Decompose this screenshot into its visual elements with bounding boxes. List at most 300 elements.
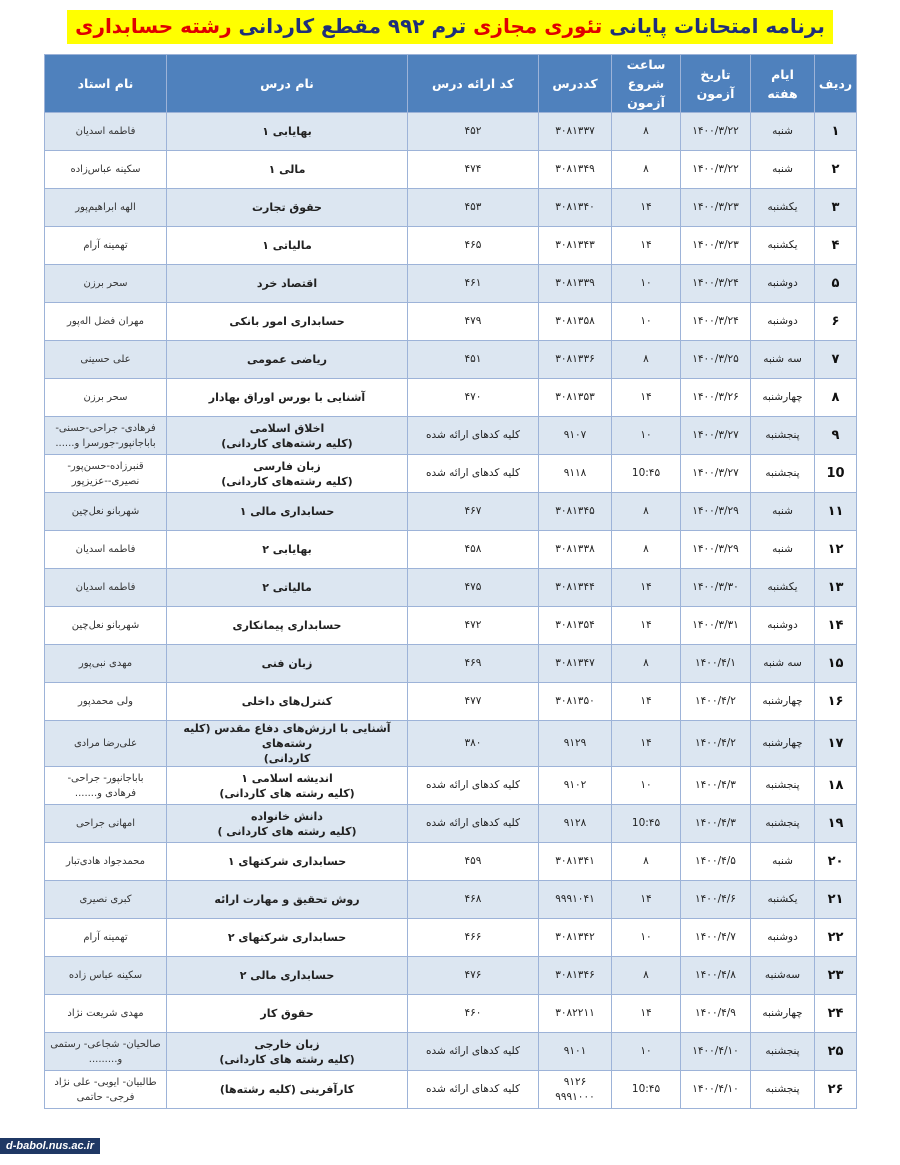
- day-cell-line: پنجشنبه: [765, 779, 800, 791]
- teacher-name-cell-line: امهانی جراحی: [75, 818, 136, 829]
- course-code-cell: [539, 881, 612, 919]
- time-cell-line: 10:۴۵: [631, 1083, 661, 1095]
- teacher-name-cell-line: سحر برزن: [83, 392, 128, 403]
- table-row: [45, 1033, 857, 1071]
- row-number-cell-line: ۲۳: [827, 968, 844, 983]
- course-name-cell-line-2: (کلیه رشته‌های کاردانی): [221, 436, 353, 450]
- course-name-cell-line-2: (کلیه رشته های کاردانی ): [217, 824, 357, 838]
- date-cell-line: ۱۴۰۰/۳/۲۷: [692, 429, 739, 441]
- offer-code-cell: [408, 607, 539, 645]
- time-cell: [612, 493, 681, 531]
- offer-code-cell: [408, 881, 539, 919]
- time-cell: [612, 843, 681, 881]
- course-code-cell-line: ۳۰۸۱۳۴۶: [555, 969, 595, 981]
- day-cell-line: سه‌شنبه: [764, 969, 801, 981]
- row-number-cell-line: ۱۳: [827, 580, 844, 595]
- day-cell-line: یکشنبه: [767, 581, 798, 593]
- date-cell-line: ۱۴۰۰/۴/۱: [695, 657, 736, 669]
- course-name-cell-line: حسابداری مالی ۲: [239, 969, 335, 982]
- course-code-cell-line-2: ۹۹۹۱۰۰۰: [555, 1090, 595, 1103]
- course-name-cell: [167, 843, 408, 881]
- teacher-name-cell-line: صالحیان- شجاعی- رستمی: [50, 1038, 161, 1050]
- date-cell-line: ۱۴۰۰/۳/۲۴: [692, 277, 739, 289]
- header-row: [45, 55, 857, 113]
- teacher-name-cell: [45, 493, 167, 531]
- teacher-name-cell-line: شهربانو نعل‌چین: [71, 506, 140, 517]
- offer-code-cell: [408, 227, 539, 265]
- teacher-name-cell: [45, 843, 167, 881]
- row-number-cell-line: ۲۲: [827, 930, 844, 945]
- date-cell: [681, 455, 751, 493]
- teacher-name-cell-line: طالبیان- ایوبی- علی نژاد: [54, 1076, 157, 1088]
- day-cell: [751, 189, 815, 227]
- row-number-cell: [815, 341, 857, 379]
- course-name-cell-line: اندیشه اسلامی ۱: [241, 771, 333, 785]
- time-cell-line: ۱۴: [640, 695, 652, 707]
- course-code-cell-line: ۳۰۸۱۳۴۷: [555, 657, 595, 669]
- day-cell-line: چهارشنبه: [762, 737, 803, 749]
- day-cell-line: یکشنبه: [767, 893, 798, 905]
- day-cell: [751, 569, 815, 607]
- course-code-cell: [539, 189, 612, 227]
- offer-code-cell: [408, 265, 539, 303]
- date-cell: [681, 721, 751, 767]
- teacher-name-cell-line: مهدی شریعت نژاد: [67, 1008, 144, 1019]
- date-cell-line: ۱۴۰۰/۴/۱۰: [692, 1045, 739, 1057]
- date-cell: [681, 265, 751, 303]
- offer-code-cell: [408, 805, 539, 843]
- header-row-number: ردیف: [815, 55, 857, 113]
- course-name-cell-line-2: کاردانی): [263, 752, 311, 765]
- date-cell-line: ۱۴۰۰/۴/۵: [695, 855, 736, 867]
- offer-code-cell-line: ۴۶۸: [464, 893, 482, 905]
- offer-code-cell-line: ۴۶۶: [464, 931, 482, 943]
- day-cell: [751, 843, 815, 881]
- day-cell: [751, 645, 815, 683]
- row-number-cell-line: ۲۵: [827, 1044, 844, 1059]
- day-cell: [751, 493, 815, 531]
- time-cell: [612, 379, 681, 417]
- row-number-cell: [815, 607, 857, 645]
- day-cell-line: شنبه: [772, 543, 793, 555]
- row-number-cell: [815, 455, 857, 493]
- offer-code-cell: [408, 493, 539, 531]
- course-code-cell-line: ۹۱۲۶: [563, 1075, 587, 1088]
- offer-code-cell: [408, 957, 539, 995]
- course-code-cell: [539, 995, 612, 1033]
- time-cell-line: ۸: [643, 855, 649, 867]
- course-name-cell-line: حقوق تجارت: [252, 201, 322, 214]
- row-number-cell: [815, 569, 857, 607]
- time-cell: [612, 995, 681, 1033]
- table-row: [45, 265, 857, 303]
- course-code-cell: [539, 683, 612, 721]
- teacher-name-cell-line-2: و.........: [88, 1053, 123, 1065]
- course-code-cell: [539, 265, 612, 303]
- day-cell-line: پنجشنبه: [765, 429, 800, 441]
- date-cell: [681, 607, 751, 645]
- course-code-cell: [539, 341, 612, 379]
- course-name-cell-line: زبان فنی: [261, 657, 313, 670]
- course-name-cell: [167, 919, 408, 957]
- offer-code-cell-line: ۴۶۵: [464, 239, 482, 251]
- row-number-cell-line: ۷: [831, 352, 840, 367]
- date-cell: [681, 113, 751, 151]
- offer-code-cell-line: کلیه کدهای ارائه شده: [425, 1045, 521, 1057]
- table-row: [45, 493, 857, 531]
- time-cell-line: 10:۴۵: [631, 467, 661, 479]
- course-code-cell-line: ۳۰۸۱۳۴۵: [555, 505, 595, 517]
- teacher-name-cell-line: فاطمه اسدیان: [75, 544, 136, 555]
- row-number-cell-line: 10: [826, 466, 845, 481]
- table-row: [45, 531, 857, 569]
- time-cell-line: ۱۴: [640, 201, 652, 213]
- course-name-cell-line: بهایابی ۲: [262, 543, 312, 556]
- offer-code-cell: [408, 417, 539, 455]
- row-number-cell: [815, 767, 857, 805]
- date-cell: [681, 919, 751, 957]
- offer-code-cell: [408, 995, 539, 1033]
- course-name-cell-line: حسابداری پیمانکاری: [232, 619, 342, 632]
- time-cell: [612, 341, 681, 379]
- table-row: [45, 151, 857, 189]
- course-code-cell-line: ۹۱۰۷: [563, 429, 587, 441]
- offer-code-cell: [408, 151, 539, 189]
- row-number-cell: [815, 919, 857, 957]
- offer-code-cell-line: ۴۵۹: [464, 855, 482, 867]
- course-code-cell-line: ۹۹۹۱۰۴۱: [555, 893, 595, 905]
- course-name-cell-line-2: (کلیه رشته های کاردانی): [219, 786, 355, 800]
- date-cell-line: ۱۴۰۰/۳/۲۵: [692, 353, 739, 365]
- teacher-name-cell-line: مهران فضل اله‌پور: [67, 316, 144, 327]
- course-name-cell: [167, 957, 408, 995]
- offer-code-cell: [408, 379, 539, 417]
- time-cell-line: 10:۴۵: [631, 817, 661, 829]
- course-name-cell: [167, 683, 408, 721]
- course-code-cell: [539, 151, 612, 189]
- day-cell-line: دوشنبه: [767, 277, 798, 289]
- row-number-cell-line: ۲: [831, 162, 840, 177]
- offer-code-cell-line: ۴۵۳: [464, 201, 482, 213]
- course-code-cell: [539, 607, 612, 645]
- day-cell-line: سه شنبه: [763, 353, 802, 365]
- row-number-cell: [815, 805, 857, 843]
- course-code-cell-line: ۳۰۸۱۳۳۸: [555, 543, 595, 555]
- teacher-name-cell: [45, 721, 167, 767]
- date-cell: [681, 1071, 751, 1109]
- course-code-cell: [539, 227, 612, 265]
- time-cell-line: ۸: [643, 505, 649, 517]
- table-row: [45, 919, 857, 957]
- course-code-cell: [539, 455, 612, 493]
- teacher-name-cell: [45, 919, 167, 957]
- course-code-cell: [539, 379, 612, 417]
- offer-code-cell: [408, 1033, 539, 1071]
- teacher-name-cell: [45, 569, 167, 607]
- course-code-cell-line: ۳۰۸۱۳۴۳: [555, 239, 595, 251]
- teacher-name-cell: [45, 995, 167, 1033]
- course-name-cell-line: زبان فارسی: [253, 459, 321, 473]
- table-row: [45, 995, 857, 1033]
- time-cell-line: ۱۰: [640, 429, 652, 441]
- date-cell: [681, 569, 751, 607]
- course-code-cell: [539, 919, 612, 957]
- day-cell: [751, 957, 815, 995]
- course-code-cell: [539, 721, 612, 767]
- teacher-name-cell-line: محمدجواد هادی‌تبار: [66, 856, 145, 867]
- date-cell-line: ۱۴۰۰/۴/۸: [695, 969, 736, 981]
- teacher-name-cell-line-2: فرهادی و.......: [74, 787, 137, 799]
- course-name-cell: [167, 303, 408, 341]
- course-name-cell-line: حسابداری شرکتهای ۲: [227, 931, 347, 944]
- course-name-cell: [167, 151, 408, 189]
- time-cell-line: ۸: [643, 163, 649, 175]
- course-name-cell-line-2: (کلیه رشته‌های کاردانی): [221, 474, 353, 488]
- time-cell: [612, 607, 681, 645]
- day-cell: [751, 341, 815, 379]
- day-cell-line: دوشنبه: [767, 315, 798, 327]
- offer-code-cell-line: ۴۵۱: [464, 353, 482, 365]
- time-cell: [612, 767, 681, 805]
- course-name-cell-line: حسابداری مالی ۱: [239, 505, 335, 518]
- table-row: [45, 379, 857, 417]
- offer-code-cell: [408, 843, 539, 881]
- table-row: [45, 721, 857, 767]
- title-part-3: ترم ۹۹۲ مقطع کاردانی: [231, 14, 474, 38]
- day-cell: [751, 607, 815, 645]
- row-number-cell-line: ۲۱: [827, 892, 844, 907]
- date-cell: [681, 417, 751, 455]
- course-name-cell: [167, 721, 408, 767]
- time-cell-line: ۱۰: [640, 779, 652, 791]
- offer-code-cell: [408, 455, 539, 493]
- offer-code-cell: [408, 569, 539, 607]
- time-cell: [612, 721, 681, 767]
- row-number-cell: [815, 843, 857, 881]
- row-number-cell: [815, 995, 857, 1033]
- day-cell: [751, 151, 815, 189]
- day-cell-line: پنجشنبه: [765, 1083, 800, 1095]
- date-cell: [681, 805, 751, 843]
- course-name-cell-line: مالیاتی ۲: [262, 581, 312, 594]
- table-row: [45, 569, 857, 607]
- row-number-cell-line: ۱۵: [827, 656, 844, 671]
- day-cell: [751, 1071, 815, 1109]
- time-cell-line: ۸: [643, 125, 649, 137]
- course-name-cell-line: بهایابی ۱: [262, 125, 312, 138]
- teacher-name-cell: [45, 455, 167, 493]
- course-code-cell-line: ۹۱۲۹: [563, 737, 587, 749]
- time-cell: [612, 417, 681, 455]
- course-code-cell-line: ۳۰۸۱۳۴۱: [555, 855, 595, 867]
- date-cell-line: ۱۴۰۰/۴/۳: [695, 779, 736, 791]
- course-name-cell: [167, 455, 408, 493]
- date-cell-line: ۱۴۰۰/۴/۷: [695, 931, 736, 943]
- row-number-cell: [815, 1033, 857, 1071]
- course-name-cell-line-2: (کلیه رشته های کاردانی): [219, 1052, 355, 1066]
- course-name-cell: [167, 645, 408, 683]
- course-code-cell: [539, 417, 612, 455]
- offer-code-cell-line: کلیه کدهای ارائه شده: [425, 817, 521, 829]
- day-cell-line: شنبه: [772, 855, 793, 867]
- date-cell: [681, 189, 751, 227]
- day-cell-line: پنجشنبه: [765, 817, 800, 829]
- teacher-name-cell-line: علی حسینی: [80, 354, 131, 365]
- time-cell: [612, 189, 681, 227]
- row-number-cell-line: ۸: [831, 390, 840, 405]
- date-cell: [681, 341, 751, 379]
- day-cell: [751, 1033, 815, 1071]
- course-code-cell: [539, 113, 612, 151]
- teacher-name-cell-line: سکینه عباس‌زاده: [70, 164, 141, 175]
- day-cell-line: پنجشنبه: [765, 1045, 800, 1057]
- date-cell-line: ۱۴۰۰/۳/۲۳: [692, 201, 739, 213]
- course-name-cell: [167, 607, 408, 645]
- row-number-cell-line: ۳: [831, 200, 840, 215]
- table-row: [45, 113, 857, 151]
- course-name-cell: [167, 569, 408, 607]
- course-name-cell: [167, 189, 408, 227]
- day-cell: [751, 721, 815, 767]
- time-cell-line: ۱۴: [640, 619, 652, 631]
- offer-code-cell-line: ۴۷۹: [464, 315, 482, 327]
- date-cell-line: ۱۴۰۰/۴/۲: [695, 695, 736, 707]
- table-row: [45, 645, 857, 683]
- course-code-cell: [539, 767, 612, 805]
- course-name-cell: [167, 227, 408, 265]
- teacher-name-cell: [45, 113, 167, 151]
- title-part-4: رشته حسابداری: [75, 14, 232, 38]
- teacher-name-cell-line: شهربانو نعل‌چین: [71, 620, 140, 631]
- day-cell-line: سه شنبه: [763, 657, 802, 669]
- time-cell-line: ۸: [643, 969, 649, 981]
- exam-schedule-table: [44, 54, 857, 1109]
- offer-code-cell-line: کلیه کدهای ارائه شده: [425, 467, 521, 479]
- row-number-cell: [815, 683, 857, 721]
- time-cell: [612, 455, 681, 493]
- course-code-cell: [539, 805, 612, 843]
- date-cell-line: ۱۴۰۰/۳/۲۲: [692, 163, 739, 175]
- date-cell: [681, 767, 751, 805]
- time-cell-line: ۱۴: [640, 581, 652, 593]
- offer-code-cell: [408, 1071, 539, 1109]
- date-cell-line: ۱۴۰۰/۴/۶: [695, 893, 736, 905]
- day-cell: [751, 113, 815, 151]
- offer-code-cell-line: ۴۷۴: [464, 163, 482, 175]
- teacher-name-cell: [45, 227, 167, 265]
- day-cell-line: یکشنبه: [767, 239, 798, 251]
- course-code-cell: [539, 1033, 612, 1071]
- time-cell-line: ۱۰: [640, 315, 652, 327]
- offer-code-cell-line: ۴۵۸: [464, 543, 482, 555]
- title-part-1: برنامه امتحانات پایانی: [602, 14, 825, 38]
- table-row: [45, 957, 857, 995]
- row-number-cell: [815, 881, 857, 919]
- teacher-name-cell-line: باباجانپور- جراحی-: [67, 772, 144, 784]
- table-row: [45, 227, 857, 265]
- offer-code-cell-line: ۴۵۲: [464, 125, 482, 137]
- day-cell: [751, 767, 815, 805]
- row-number-cell: [815, 227, 857, 265]
- teacher-name-cell: [45, 805, 167, 843]
- table-row: [45, 881, 857, 919]
- course-code-cell-line: ۹۱۰۲: [563, 779, 587, 791]
- row-number-cell-line: ۵: [831, 276, 840, 291]
- day-cell-line: پنجشنبه: [765, 467, 800, 479]
- course-name-cell-line: اخلاق اسلامی: [249, 421, 325, 435]
- offer-code-cell-line: ۴۶۹: [464, 657, 482, 669]
- table-row: [45, 683, 857, 721]
- offer-code-cell-line: ۴۷۶: [464, 969, 482, 981]
- date-cell-line: ۱۴۰۰/۳/۳۰: [692, 581, 739, 593]
- offer-code-cell-line: ۴۷۵: [464, 581, 482, 593]
- row-number-cell: [815, 303, 857, 341]
- course-name-cell: [167, 881, 408, 919]
- date-cell: [681, 683, 751, 721]
- course-code-cell-line: ۹۱۲۸: [563, 817, 587, 829]
- offer-code-cell-line: ۴۷۰: [464, 391, 482, 403]
- time-cell: [612, 227, 681, 265]
- time-cell: [612, 569, 681, 607]
- course-code-cell-line: ۳۰۸۱۳۳۷: [555, 125, 595, 137]
- course-code-cell: [539, 569, 612, 607]
- table-row: [45, 843, 857, 881]
- course-code-cell-line: ۳۰۸۱۳۴۴: [555, 581, 595, 593]
- date-cell: [681, 645, 751, 683]
- teacher-name-cell: [45, 645, 167, 683]
- course-name-cell: [167, 995, 408, 1033]
- date-cell: [681, 493, 751, 531]
- time-cell-line: ۱۰: [640, 277, 652, 289]
- day-cell-line: شنبه: [772, 505, 793, 517]
- teacher-name-cell-line: قنبرزاده-حسن‌پور-: [67, 460, 144, 472]
- time-cell: [612, 645, 681, 683]
- time-cell: [612, 805, 681, 843]
- row-number-cell-line: ۹: [831, 428, 840, 443]
- time-cell: [612, 957, 681, 995]
- course-code-cell-line: ۳۰۸۱۳۵۴: [555, 619, 595, 631]
- day-cell-line: چهارشنبه: [762, 1007, 803, 1019]
- day-cell: [751, 379, 815, 417]
- teacher-name-cell: [45, 189, 167, 227]
- time-cell: [612, 881, 681, 919]
- teacher-name-cell: [45, 1071, 167, 1109]
- offer-code-cell: [408, 303, 539, 341]
- time-cell-line: ۱۴: [640, 239, 652, 251]
- day-cell-line: چهارشنبه: [762, 695, 803, 707]
- time-cell: [612, 265, 681, 303]
- course-code-cell-line: ۳۰۸۱۳۵۰: [555, 695, 595, 707]
- table-row: [45, 1071, 857, 1109]
- date-cell-line: ۱۴۰۰/۳/۲۲: [692, 125, 739, 137]
- row-number-cell: [815, 721, 857, 767]
- course-code-cell-line: ۳۰۸۱۳۳۹: [555, 277, 595, 289]
- course-code-cell-line: ۹۱۰۱: [563, 1045, 587, 1057]
- offer-code-cell-line: ۴۷۷: [464, 695, 482, 707]
- time-cell: [612, 1071, 681, 1109]
- table-row: [45, 189, 857, 227]
- date-cell-line: ۱۴۰۰/۳/۲۶: [692, 391, 739, 403]
- day-cell-line: دوشنبه: [767, 619, 798, 631]
- table-row: [45, 417, 857, 455]
- course-name-cell-line: حقوق کار: [260, 1007, 314, 1020]
- table-row: [45, 341, 857, 379]
- time-cell: [612, 531, 681, 569]
- offer-code-cell: [408, 683, 539, 721]
- course-code-cell-line: ۳۰۸۲۲۱۱: [555, 1007, 595, 1019]
- date-cell-line: ۱۴۰۰/۳/۲۷: [692, 467, 739, 479]
- course-code-cell-line: ۹۱۱۸: [563, 467, 587, 479]
